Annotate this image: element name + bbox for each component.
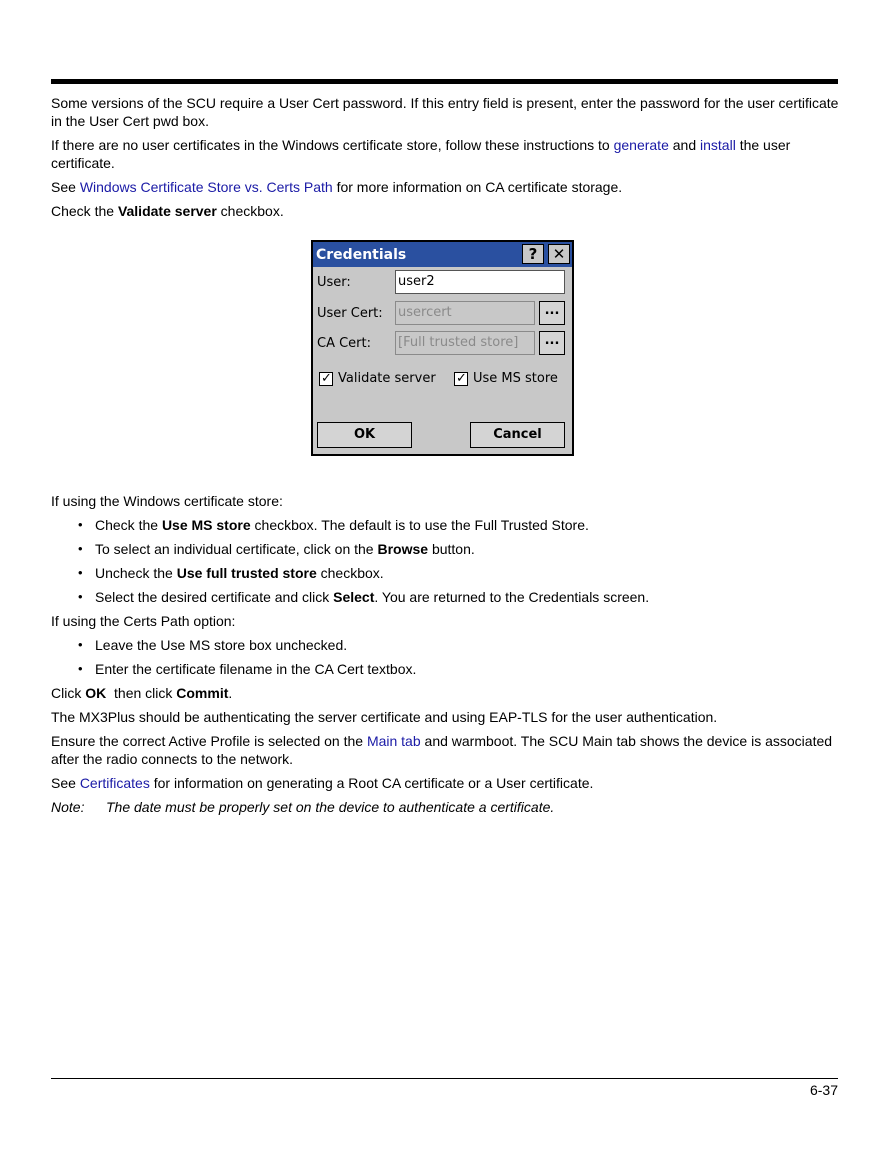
ca-cert-label: CA Cert: [317,336,371,351]
paragraph-click-ok-commit: Click OK then click Commit. [51,685,233,701]
user-cert-label: User Cert: [317,306,383,321]
link-certificates[interactable]: Certificates [79,775,150,791]
paragraph-user-cert-password: Some versions of the SCU require a User Cert password. If this entry field is present, enter the password for the user certificate in the User Cert pwd box. [51,95,839,129]
paragraph-check-validate-server: Check the Validate server checkbox. [51,203,284,219]
paragraph-no-user-certificates: If there are no user certificates in the Windows certificate store, follow these instructions to generate and install the user certificate. [51,137,791,171]
note [51,798,841,816]
document-body [51,94,841,822]
list-item: • Uncheck the Use full trusted store checkbox. [95,564,841,582]
user-input[interactable]: user2 [395,270,565,294]
link-generate[interactable]: generate [613,137,669,153]
note-text: The date must be properly set on the device to authenticate a certificate. [106,799,555,815]
dialog-titlebar [313,242,572,267]
page-number: 6-37 [809,1082,838,1098]
list-item: • Leave the Use MS store box unchecked. [95,636,841,654]
footer-rule [51,1078,838,1079]
credentials-dialog [311,240,574,456]
ok-button[interactable]: OK [317,422,412,448]
user-label: User: [317,275,351,290]
note-label: Note: [51,799,85,815]
validate-server-label: Validate server [338,371,436,386]
link-cert-store-vs-certs-path[interactable]: Windows Certificate Store vs. Certs Path [79,179,333,195]
list-item: • Select the desired certificate and click Select. You are returned to the Credentials screen. [95,588,841,606]
cancel-button[interactable]: Cancel [470,422,565,448]
credentials-screenshot [51,226,841,492]
paragraph-windows-store: If using the Windows certificate store: [51,493,283,509]
dialog-title: Credentials [316,247,407,263]
paragraph-certs-path: If using the Certs Path option: [51,613,236,629]
use-ms-store-checkbox[interactable] [454,372,468,386]
certs-path-steps [51,636,841,678]
windows-store-steps [51,516,841,606]
paragraph-see-cert-store: See Windows Certificate Store vs. Certs Path for more information on CA certificate storage. [51,179,623,195]
ca-cert-field[interactable]: [Full trusted store] [395,331,535,355]
ca-cert-browse-button[interactable]: ... [539,331,565,355]
validate-server-checkbox[interactable] [319,372,333,386]
user-cert-browse-button[interactable]: ... [539,301,565,325]
close-button[interactable]: ✕ [548,244,570,264]
use-ms-store-label: Use MS store [473,371,558,386]
user-cert-field[interactable]: usercert [395,301,535,325]
list-item: • To select an individual certificate, click on the Browse button. [95,540,841,558]
paragraph-see-certificates: See Certificates for information on generating a Root CA certificate or a User certificate. [51,775,594,791]
list-item: • Enter the certificate filename in the CA Cert textbox. [95,660,841,678]
paragraph-authenticating: The MX3Plus should be authenticating the server certificate and using EAP-TLS for the user authentication. [51,709,718,725]
header-rule [51,79,838,84]
link-install[interactable]: install [700,137,736,153]
help-button[interactable]: ? [522,244,544,264]
list-item: • Check the Use MS store checkbox. The default is to use the Full Trusted Store. [95,516,841,534]
link-main-tab[interactable]: Main tab [366,733,421,749]
paragraph-active-profile: Ensure the correct Active Profile is selected on the Main tab and warmboot. The SCU Main tab shows the device is associated after the radio connects to the network. [51,733,833,767]
